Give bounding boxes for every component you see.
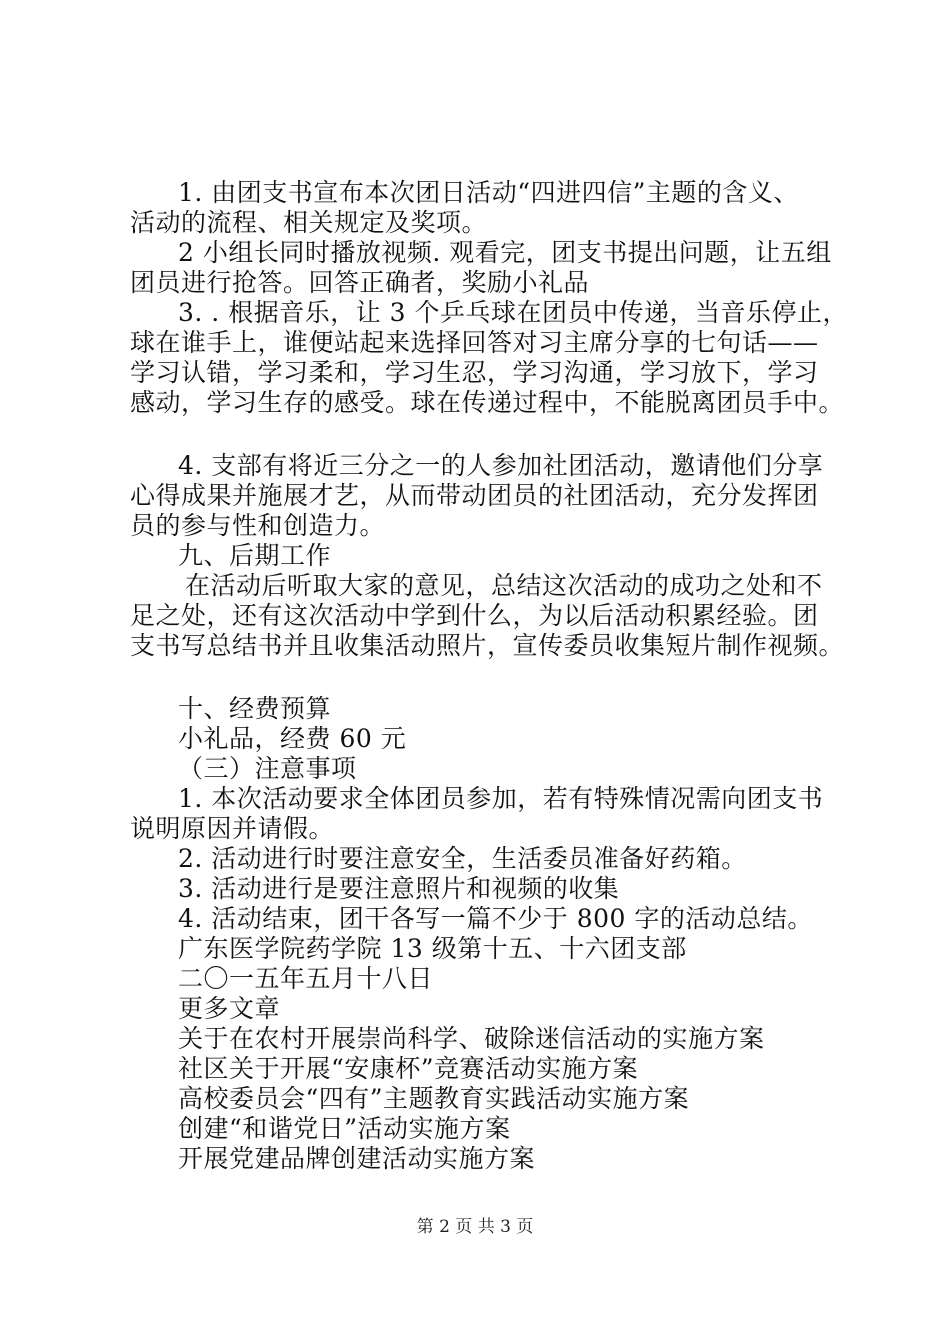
page-number-footer: 第 2 页 共 3 页 <box>416 1217 534 1237</box>
paragraph-line: 2 小组长同时播放视频. 观看完，团支书提出问题，让五组 <box>178 238 832 267</box>
more-articles-heading: 更多文章 <box>178 994 281 1023</box>
paragraph-line: 4. 支部有将近三分之一的人参加社团活动，邀请他们分享 <box>178 451 824 480</box>
paragraph-line: 1. 由团支书宣布本次团日活动“四进四信”主题的含义、 <box>178 178 799 207</box>
paragraph-line: 活动的流程、相关规定及奖项。 <box>130 208 488 237</box>
section-heading: 十、经费预算 <box>178 694 332 723</box>
paragraph-line: 2. 活动进行时要注意安全，生活委员准备好药箱。 <box>178 844 747 873</box>
paragraph-line: 3. 活动进行是要注意照片和视频的收集 <box>178 874 620 903</box>
related-article-link[interactable]: 关于在农村开展崇尚科学、破除迷信活动的实施方案 <box>178 1024 765 1053</box>
paragraph-line: 团员进行抢答。回答正确者，奖励小礼品 <box>130 268 590 297</box>
paragraph-line: 心得成果并施展才艺，从而带动团员的社团活动，充分发挥团 <box>130 481 819 510</box>
section-heading: 九、后期工作 <box>178 541 332 570</box>
paragraph-line: 在活动后听取大家的意见，总结这次活动的成功之处和不 <box>185 571 823 600</box>
paragraph-line: 学习认错，学习柔和，学习生忍，学习沟通，学习放下，学习 <box>130 358 819 387</box>
paragraph-line: 1. 本次活动要求全体团员参加，若有特殊情况需向团支书 <box>178 784 824 813</box>
paragraph-line: 员的参与性和创造力。 <box>130 511 386 540</box>
related-article-link[interactable]: 开展党建品牌创建活动实施方案 <box>178 1144 536 1173</box>
signature-organization: 广东医学院药学院 13 级第十五、十六团支部 <box>178 934 687 963</box>
paragraph-line: 足之处，还有这次活动中学到什么，为以后活动积累经验。团 <box>130 601 819 630</box>
paragraph-line: 4. 活动结束，团干各写一篇不少于 800 字的活动总结。 <box>178 904 813 933</box>
paragraph-line: 小礼品，经费 60 元 <box>178 724 407 753</box>
section-heading: （三）注意事项 <box>178 754 357 783</box>
paragraph-line: 球在谁手上，谁便站起来选择回答对习主席分享的七句话—— <box>130 328 819 357</box>
signature-date: 二〇一五年五月十八日 <box>178 964 434 993</box>
related-article-link[interactable]: 社区关于开展“安康杯”竞赛活动实施方案 <box>178 1054 639 1083</box>
paragraph-line: 感动，学习生存的感受。球在传递过程中，不能脱离团员手中。 <box>130 388 845 417</box>
paragraph-line: 支书写总结书并且收集活动照片，宣传委员收集短片制作视频。 <box>130 631 845 660</box>
paragraph-line: 3. . 根据音乐，让 3 个乒乓球在团员中传递，当音乐停止， <box>178 298 848 327</box>
related-article-link[interactable]: 高校委员会“四有”主题教育实践活动实施方案 <box>178 1084 690 1113</box>
related-article-link[interactable]: 创建“和谐党日”活动实施方案 <box>178 1114 511 1143</box>
paragraph-line: 说明原因并请假。 <box>130 814 335 843</box>
